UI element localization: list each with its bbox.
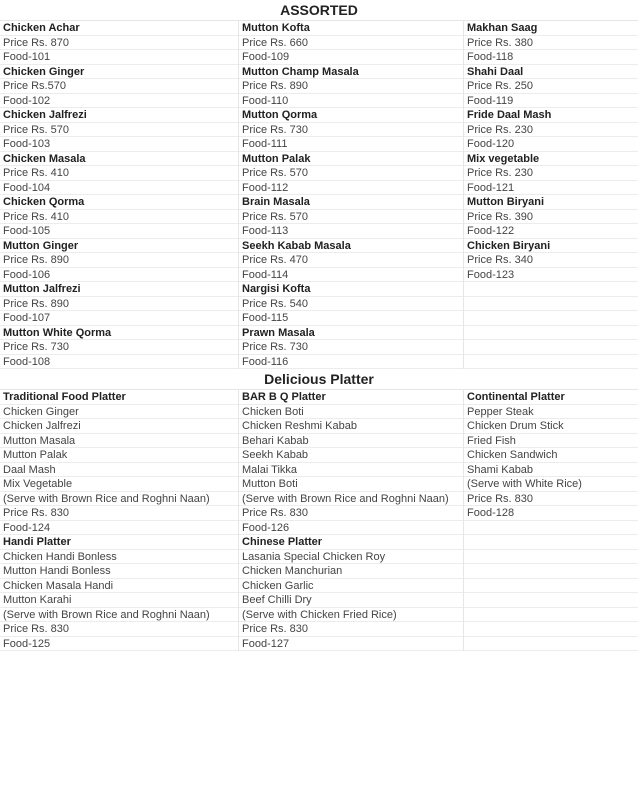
item-name: Nargisi Kofta	[239, 282, 463, 297]
platter-name: Traditional Food Platter	[0, 390, 238, 405]
item-price: Price Rs. 340	[464, 253, 638, 268]
item-code: Food-104	[0, 181, 238, 196]
platter-line: Mutton Masala	[0, 434, 238, 449]
item-code: Food-123	[464, 268, 638, 283]
item-name: Mutton Qorma	[239, 108, 463, 123]
platter-price: Price Rs. 830	[239, 622, 463, 637]
platter-line: Mutton Karahi	[0, 593, 238, 608]
item-code: Food-110	[239, 94, 463, 109]
item-price: Price Rs. 570	[0, 123, 238, 138]
platter-line: Shami Kabab	[464, 463, 638, 478]
item-code: Food-108	[0, 355, 238, 370]
item-name: Brain Masala	[239, 195, 463, 210]
item-code: Food-122	[464, 224, 638, 239]
item-code: Food-115	[239, 311, 463, 326]
assorted-column-2	[239, 21, 464, 369]
empty-cell	[464, 550, 638, 565]
item-code: Food-102	[0, 94, 238, 109]
platter-price: Price Rs. 830	[239, 506, 463, 521]
platter-column-3	[464, 390, 638, 651]
item-name: Mutton Biryani	[464, 195, 638, 210]
item-price: Price Rs. 730	[0, 340, 238, 355]
item-name: Chicken Qorma	[0, 195, 238, 210]
item-price: Price Rs. 410	[0, 166, 238, 181]
platter-line: Chicken Handi Bonless	[0, 550, 238, 565]
item-price: Price Rs. 660	[239, 36, 463, 51]
empty-cell	[464, 297, 638, 312]
platter-line: (Serve with Brown Rice and Roghni Naan)	[0, 492, 238, 507]
empty-cell	[464, 637, 638, 652]
platter-line: (Serve with Brown Rice and Roghni Naan)	[0, 608, 238, 623]
platter-line: Fried Fish	[464, 434, 638, 449]
item-name: Chicken Jalfrezi	[0, 108, 238, 123]
platter-line: Chicken Reshmi Kabab	[239, 419, 463, 434]
item-code: Food-111	[239, 137, 463, 152]
platter-line: Seekh Kabab	[239, 448, 463, 463]
platter-name: Chinese Platter	[239, 535, 463, 550]
item-code: Food-116	[239, 355, 463, 370]
platter-name: Handi Platter	[0, 535, 238, 550]
platter-code: Food-126	[239, 521, 463, 536]
item-price: Price Rs. 380	[464, 36, 638, 51]
platter-line: Daal Mash	[0, 463, 238, 478]
platter-line: Lasania Special Chicken Roy	[239, 550, 463, 565]
item-price: Price Rs.570	[0, 79, 238, 94]
platter-price: Price Rs. 830	[0, 622, 238, 637]
item-price: Price Rs. 870	[0, 36, 238, 51]
item-price: Price Rs. 230	[464, 123, 638, 138]
platter-line: Chicken Drum Stick	[464, 419, 638, 434]
platter-line: (Serve with White Rice)	[464, 477, 638, 492]
item-code: Food-113	[239, 224, 463, 239]
platter-code: Food-124	[0, 521, 238, 536]
item-name: Seekh Kabab Masala	[239, 239, 463, 254]
item-name: Mutton Jalfrezi	[0, 282, 238, 297]
platter-column-1	[0, 390, 239, 651]
item-name: Makhan Saag	[464, 21, 638, 36]
platter-line: Beef Chilli Dry	[239, 593, 463, 608]
item-code: Food-120	[464, 137, 638, 152]
platter-line: Malai Tikka	[239, 463, 463, 478]
item-name: Mutton Kofta	[239, 21, 463, 36]
item-price: Price Rs. 570	[239, 210, 463, 225]
item-price: Price Rs. 890	[239, 79, 463, 94]
item-code: Food-109	[239, 50, 463, 65]
platter-line: Chicken Jalfrezi	[0, 419, 238, 434]
item-price: Price Rs. 570	[239, 166, 463, 181]
empty-cell	[464, 311, 638, 326]
platter-code: Food-125	[0, 637, 238, 652]
item-code: Food-118	[464, 50, 638, 65]
platter-name: BAR B Q Platter	[239, 390, 463, 405]
item-name: Mix vegetable	[464, 152, 638, 167]
item-code: Food-107	[0, 311, 238, 326]
empty-cell	[464, 579, 638, 594]
platter-line: Chicken Ginger	[0, 405, 238, 420]
empty-cell	[464, 622, 638, 637]
item-price: Price Rs. 540	[239, 297, 463, 312]
item-price: Price Rs. 890	[0, 253, 238, 268]
item-code: Food-121	[464, 181, 638, 196]
item-code: Food-119	[464, 94, 638, 109]
item-price: Price Rs. 470	[239, 253, 463, 268]
item-name: Mutton Palak	[239, 152, 463, 167]
page-blank-area	[0, 651, 638, 807]
platter-line: Chicken Garlic	[239, 579, 463, 594]
item-code: Food-101	[0, 50, 238, 65]
item-name: Mutton Ginger	[0, 239, 238, 254]
section-title-platter: Delicious Platter	[0, 369, 638, 390]
item-code: Food-105	[0, 224, 238, 239]
item-name: Chicken Achar	[0, 21, 238, 36]
item-code: Food-112	[239, 181, 463, 196]
platter-line: (Serve with Brown Rice and Roghni Naan)	[239, 492, 463, 507]
item-name: Prawn Masala	[239, 326, 463, 341]
platter-code: Food-127	[239, 637, 463, 652]
empty-cell	[464, 355, 638, 370]
item-name: Mutton Champ Masala	[239, 65, 463, 80]
item-name: Chicken Ginger	[0, 65, 238, 80]
empty-cell	[464, 593, 638, 608]
empty-cell	[464, 564, 638, 579]
empty-cell	[464, 340, 638, 355]
item-price: Price Rs. 230	[464, 166, 638, 181]
platter-line: Chicken Sandwich	[464, 448, 638, 463]
item-code: Food-103	[0, 137, 238, 152]
empty-cell	[464, 521, 638, 536]
platter-line: Mutton Boti	[239, 477, 463, 492]
platter-line: Mutton Handi Bonless	[0, 564, 238, 579]
platter-column-2	[239, 390, 464, 651]
item-name: Chicken Masala	[0, 152, 238, 167]
item-price: Price Rs. 410	[0, 210, 238, 225]
empty-cell	[464, 535, 638, 550]
platter-line: Chicken Masala Handi	[0, 579, 238, 594]
platter-price: Price Rs. 830	[464, 492, 638, 507]
platter-line: Mutton Palak	[0, 448, 238, 463]
platter-line: Pepper Steak	[464, 405, 638, 420]
item-name: Fride Daal Mash	[464, 108, 638, 123]
section-title-assorted: ASSORTED	[0, 0, 638, 21]
platter-code: Food-128	[464, 506, 638, 521]
item-name: Shahi Daal	[464, 65, 638, 80]
assorted-column-1	[0, 21, 239, 369]
item-price: Price Rs. 250	[464, 79, 638, 94]
platter-grid	[0, 390, 638, 651]
item-price: Price Rs. 390	[464, 210, 638, 225]
platter-line: Chicken Manchurian	[239, 564, 463, 579]
assorted-grid	[0, 21, 638, 369]
item-name: Chicken Biryani	[464, 239, 638, 254]
platter-line: Chicken Boti	[239, 405, 463, 420]
platter-name: Continental Platter	[464, 390, 638, 405]
item-price: Price Rs. 730	[239, 123, 463, 138]
platter-line: (Serve with Chicken Fried Rice)	[239, 608, 463, 623]
platter-line: Mix Vegetable	[0, 477, 238, 492]
empty-cell	[464, 326, 638, 341]
item-price: Price Rs. 890	[0, 297, 238, 312]
item-price: Price Rs. 730	[239, 340, 463, 355]
empty-cell	[464, 608, 638, 623]
platter-line: Behari Kabab	[239, 434, 463, 449]
item-name: Mutton White Qorma	[0, 326, 238, 341]
item-code: Food-114	[239, 268, 463, 283]
platter-price: Price Rs. 830	[0, 506, 238, 521]
empty-cell	[464, 282, 638, 297]
item-code: Food-106	[0, 268, 238, 283]
assorted-column-3	[464, 21, 638, 369]
